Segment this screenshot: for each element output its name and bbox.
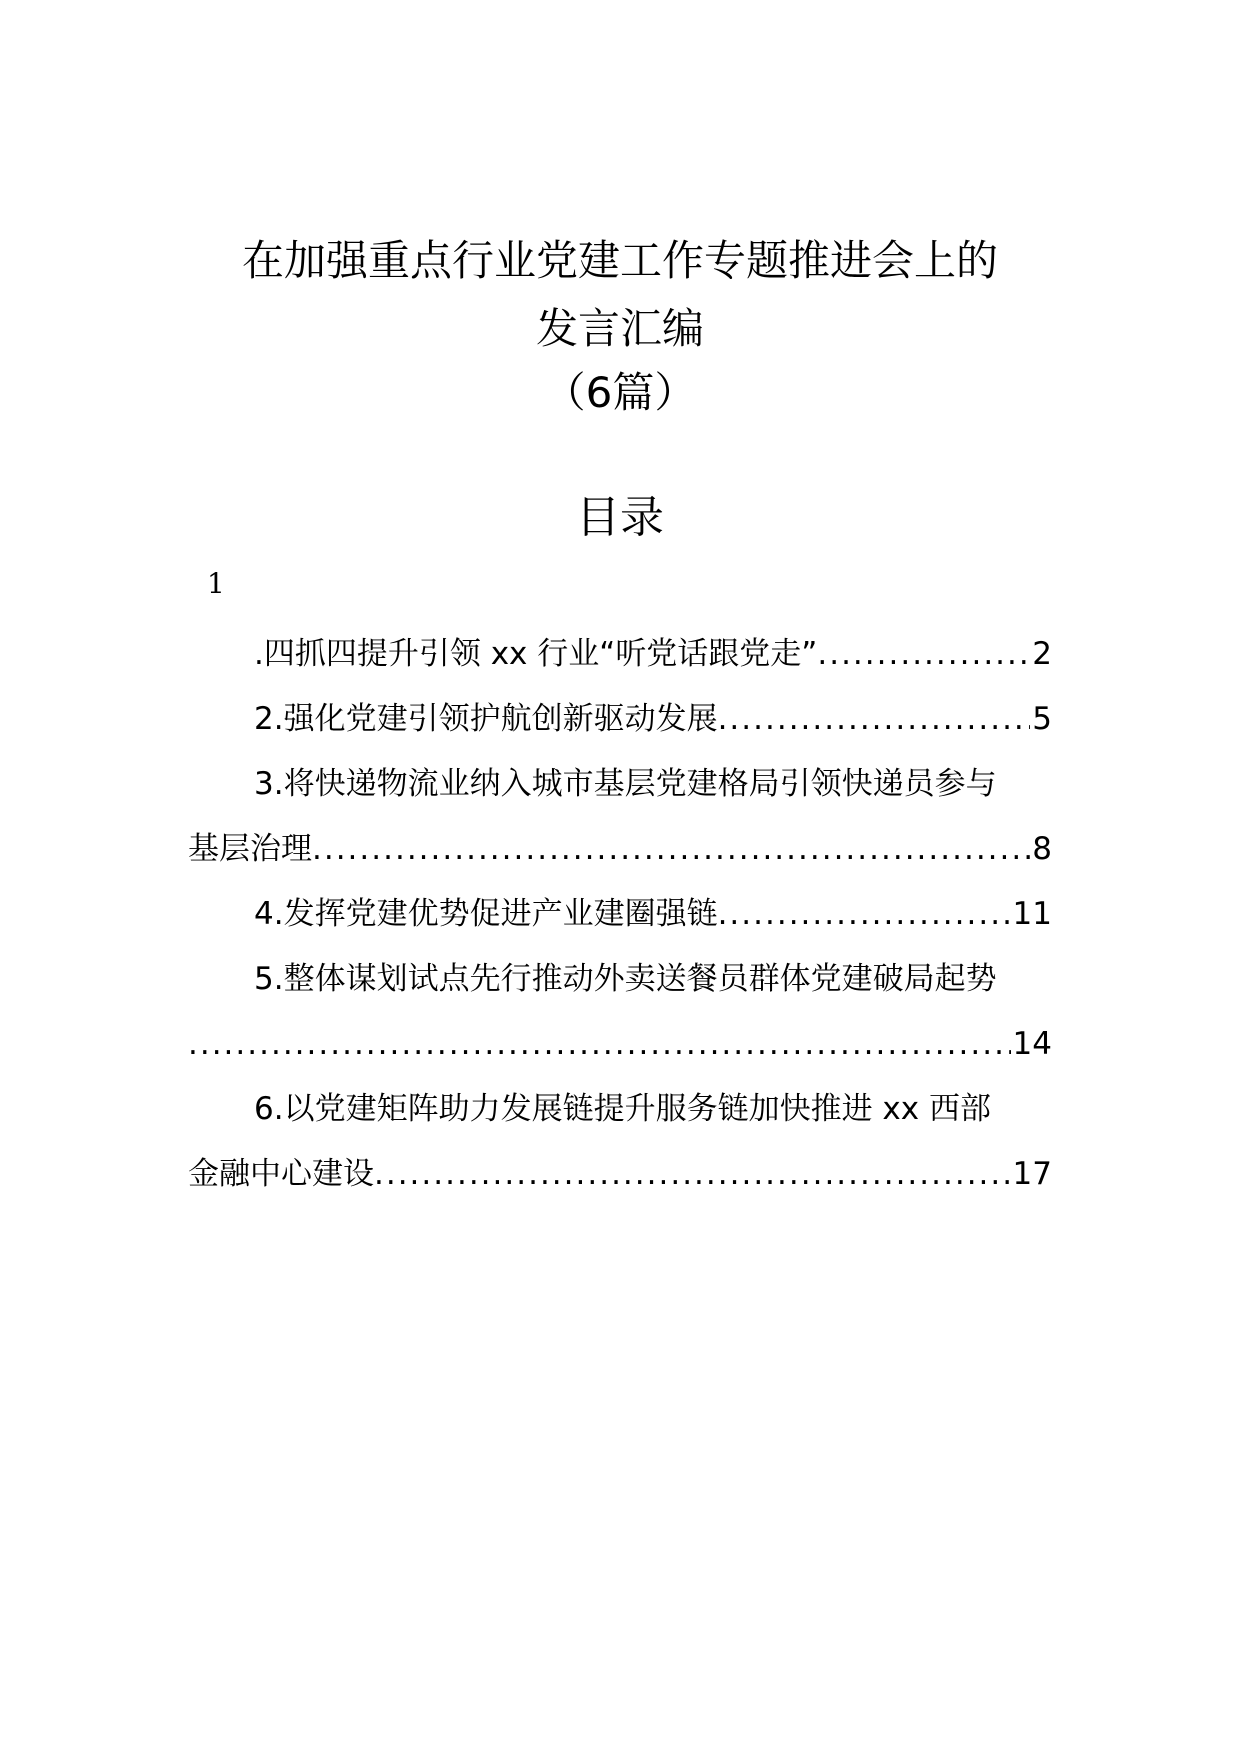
stray-number: 1 xyxy=(207,567,225,600)
toc-entry-6-leader xyxy=(374,1142,1011,1207)
toc-entry-5-leader xyxy=(188,1012,1011,1077)
toc-entry-1-page: 2 xyxy=(1032,636,1052,672)
toc-entry-2[interactable] xyxy=(188,687,1052,752)
toc-entry-4-label: 4.发挥党建优势促进产业建圈强链 xyxy=(254,896,718,932)
document-title-line-2: 发言汇编 xyxy=(535,304,704,353)
toc-entry-1-leader xyxy=(817,622,1030,687)
toc-entry-3-label-line-2: 基层治理 xyxy=(188,831,312,867)
table-of-contents xyxy=(188,622,1052,1207)
toc-entry-5-page: 14 xyxy=(1012,1026,1052,1062)
toc-entry-3-page: 8 xyxy=(1032,831,1052,867)
toc-entry-5-line-1[interactable] xyxy=(188,947,1052,1012)
toc-entry-1-label: .四抓四提升引领 xx 行业“听党话跟党走” xyxy=(254,636,818,672)
toc-entry-5-line-2[interactable] xyxy=(188,1012,1052,1077)
toc-heading: 目录 xyxy=(576,492,664,543)
toc-entry-2-leader xyxy=(718,687,1031,752)
document-title-count: （6篇） xyxy=(543,368,697,417)
toc-entry-2-label: 2.强化党建引领护航创新驱动发展 xyxy=(254,701,718,737)
toc-entry-6-line-2[interactable] xyxy=(188,1142,1052,1207)
toc-entry-3-line-1[interactable] xyxy=(188,752,1052,817)
toc-entry-4[interactable] xyxy=(188,882,1052,947)
toc-entry-1[interactable] xyxy=(188,622,1052,687)
toc-entry-2-page: 5 xyxy=(1032,701,1052,737)
toc-entry-6-page: 17 xyxy=(1012,1156,1052,1192)
toc-entry-6-label-line-1: 6.以党建矩阵助力发展链提升服务链加快推进 xx 西部 xyxy=(254,1091,991,1127)
toc-entry-6-label-line-2: 金融中心建设 xyxy=(188,1156,374,1192)
toc-entry-3-leader xyxy=(312,817,1030,882)
toc-entry-4-page: 11 xyxy=(1012,896,1052,932)
toc-entry-4-leader xyxy=(718,882,1011,947)
toc-entry-6-line-1[interactable] xyxy=(188,1077,1052,1142)
toc-entry-5-label-line-1: 5.整体谋划试点先行推动外卖送餐员群体党建破局起势 xyxy=(254,961,997,997)
document-title-line-1: 在加强重点行业党建工作专题推进会上的 xyxy=(241,236,998,285)
toc-entry-3-label-line-1: 3.将快递物流业纳入城市基层党建格局引领快递员参与 xyxy=(254,766,997,802)
toc-entry-3-line-2[interactable] xyxy=(188,817,1052,882)
